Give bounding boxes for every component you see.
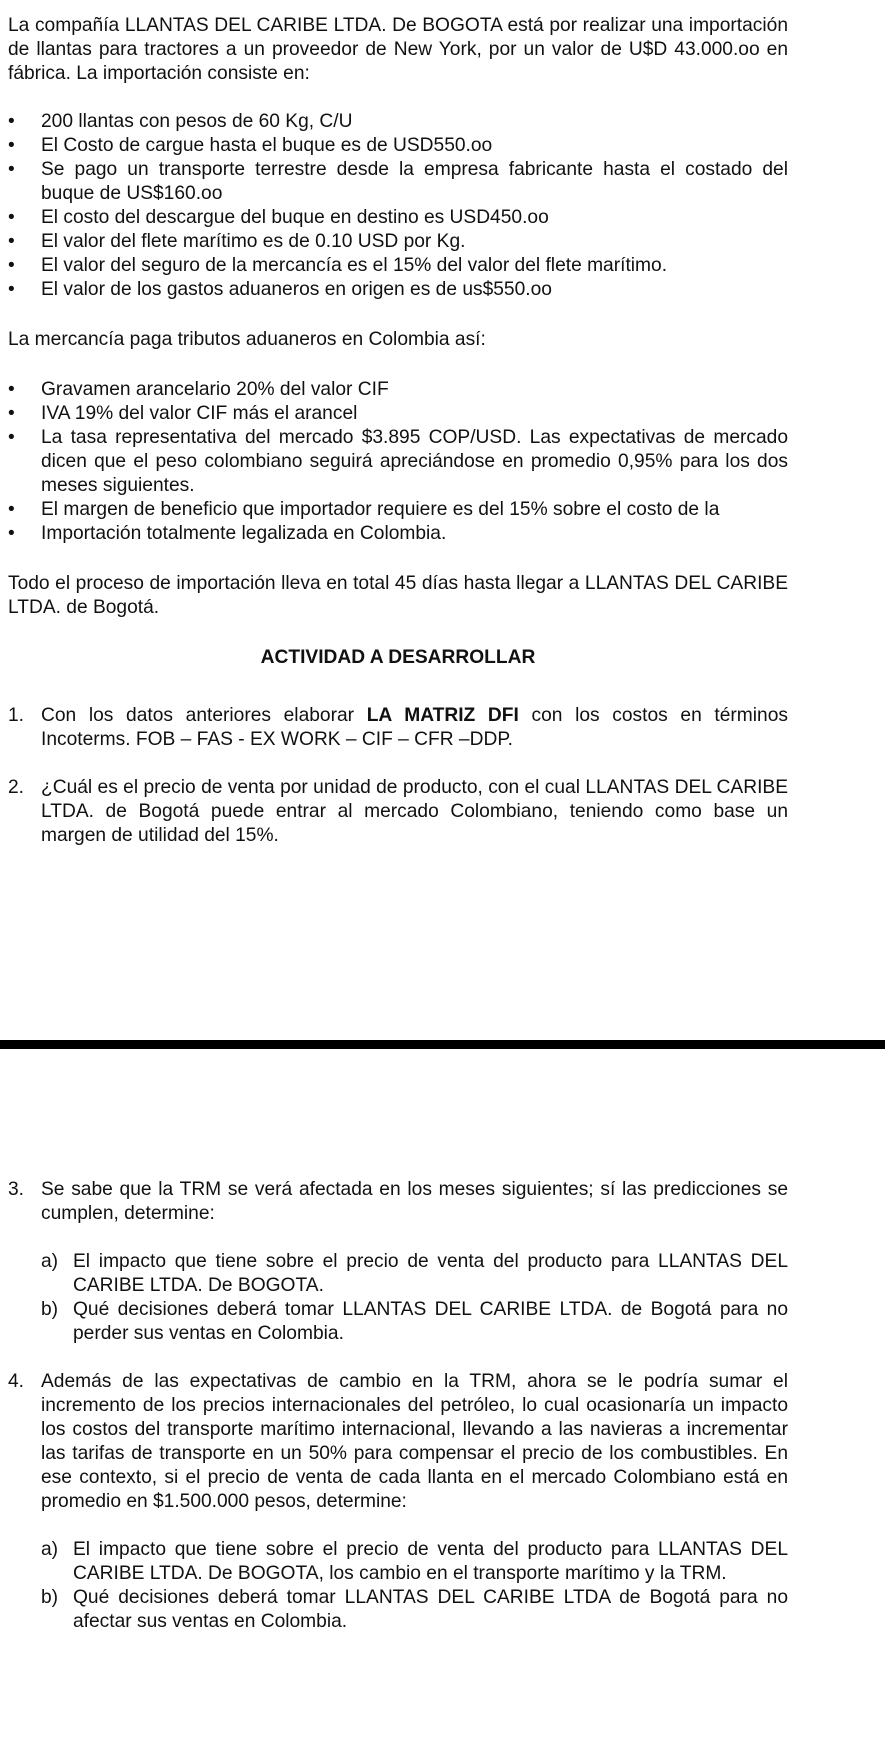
list-item: • Se pago un transporte terrestre desde la empresa fabricante hasta el costado del buque de US$160.oo xyxy=(8,158,788,206)
page-section-top xyxy=(8,14,788,848)
sub-item-letter: a) xyxy=(41,1251,59,1272)
sub-item-text: El impacto que tiene sobre el precio de venta del producto para LLANTAS DEL CARIBE LTDA. De BOGOTA. xyxy=(73,1251,788,1296)
question-number: 2. xyxy=(8,777,25,798)
question-4-text: Además de las expectativas de cambio en la TRM, ahora se le podría sumar el incremento de los precios internacionales del petróleo, lo cual ocasionaría un impacto los costos del transporte marítimo internacional, llevando a las navieras a incrementar las tarifas de transporte en un 50% para compensar el precio de los combustibles. En ese contexto, si el precio de venta de cada llanta en el mercado Colombiano está en promedio en $1.500.000 pesos, determine: xyxy=(41,1371,788,1512)
question-1-text-after: con los costos en términos Incoterms. FOB – FAS - EX WORK – CIF – CFR –DDP. xyxy=(41,705,788,750)
list-item: • La tasa representativa del mercado $3.895 COP/USD. Las expectativas de mercado dicen que el peso colombiano seguirá apreciándose en promedio 0,95% para los dos meses siguientes. xyxy=(8,426,788,498)
sub-item-letter: a) xyxy=(41,1539,59,1560)
question-4-subitems xyxy=(41,1538,788,1634)
question-1-text-before: Con los datos anteriores elaborar xyxy=(41,705,367,726)
sub-item xyxy=(41,1538,788,1586)
list-item: • Importación totalmente legalizada en Colombia. xyxy=(8,522,788,546)
tributes-intro: La mercancía paga tributos aduaneros en Colombia así: xyxy=(8,329,486,350)
question-number: 1. xyxy=(8,705,25,726)
question-3-subitems xyxy=(41,1250,788,1346)
question-3 xyxy=(8,1178,788,1346)
activity-heading: ACTIVIDAD A DESARROLLAR xyxy=(260,647,536,668)
list-item: • El valor del seguro de la mercancía es el 15% del valor del flete marítimo. xyxy=(8,254,788,278)
questions-list-top xyxy=(8,704,788,848)
list-item: • Gravamen arancelario 20% del valor CIF xyxy=(8,378,788,402)
process-paragraph: Todo el proceso de importación lleva en total 45 días hasta llegar a LLANTAS DEL CARIBE LTDA. de Bogotá. xyxy=(8,573,788,618)
list-item: • El costo del descargue del buque en destino es USD450.oo xyxy=(8,206,788,230)
sub-item xyxy=(41,1250,788,1298)
question-2 xyxy=(8,776,788,848)
sub-item xyxy=(41,1298,788,1346)
list-item: • El Costo de cargue hasta el buque es de USD550.oo xyxy=(8,134,788,158)
sub-item-text: Qué decisiones deberá tomar LLANTAS DEL CARIBE LTDA. de Bogotá para no perder sus ventas en Colombia. xyxy=(73,1299,788,1344)
list-item: • El valor de los gastos aduaneros en origen es de us$550.oo xyxy=(8,278,788,302)
question-number: 4. xyxy=(8,1371,25,1392)
list-item: • El valor del flete marítimo es de 0.10 USD por Kg. xyxy=(8,230,788,254)
page-section-bottom xyxy=(8,1178,788,1634)
sub-item-text: El impacto que tiene sobre el precio de venta del producto para LLANTAS DEL CARIBE LTDA. De BOGOTA, los cambio en el transporte marítimo y la TRM. xyxy=(73,1539,788,1584)
intro-paragraph: La compañía LLANTAS DEL CARIBE LTDA. De BOGOTA está por realizar una importación de llantas para tractores a un proveedor de New York, por un valor de U$D 43.000.oo en fábrica. La importación consiste en: xyxy=(8,15,788,84)
import-items-list xyxy=(8,110,788,302)
question-1 xyxy=(8,704,788,752)
list-item: • IVA 19% del valor CIF más el arancel xyxy=(8,402,788,426)
question-1-bold-text: LA MATRIZ DFI xyxy=(366,705,519,726)
question-2-text: ¿Cuál es el precio de venta por unidad de producto, con el cual LLANTAS DEL CARIBE LTDA. de Bogotá puede entrar al mercado Colombiano, teniendo como base un margen de utilidad del 15%. xyxy=(41,777,788,846)
sub-item xyxy=(41,1586,788,1634)
page-break-divider xyxy=(0,1040,885,1049)
tribute-items-list xyxy=(8,378,788,546)
question-number: 3. xyxy=(8,1179,25,1200)
list-item: • 200 llantas con pesos de 60 Kg, C/U xyxy=(8,110,788,134)
sub-item-text: Qué decisiones deberá tomar LLANTAS DEL CARIBE LTDA de Bogotá para no afectar sus ventas en Colombia. xyxy=(73,1587,788,1632)
list-item: • El margen de beneficio que importador requiere es del 15% sobre el costo de la xyxy=(8,498,788,522)
questions-list-bottom xyxy=(8,1178,788,1634)
question-4 xyxy=(8,1370,788,1634)
sub-item-letter: b) xyxy=(41,1587,59,1608)
sub-item-letter: b) xyxy=(41,1299,59,1320)
question-3-text: Se sabe que la TRM se verá afectada en los meses siguientes; sí las predicciones se cumplen, determine: xyxy=(41,1179,788,1224)
